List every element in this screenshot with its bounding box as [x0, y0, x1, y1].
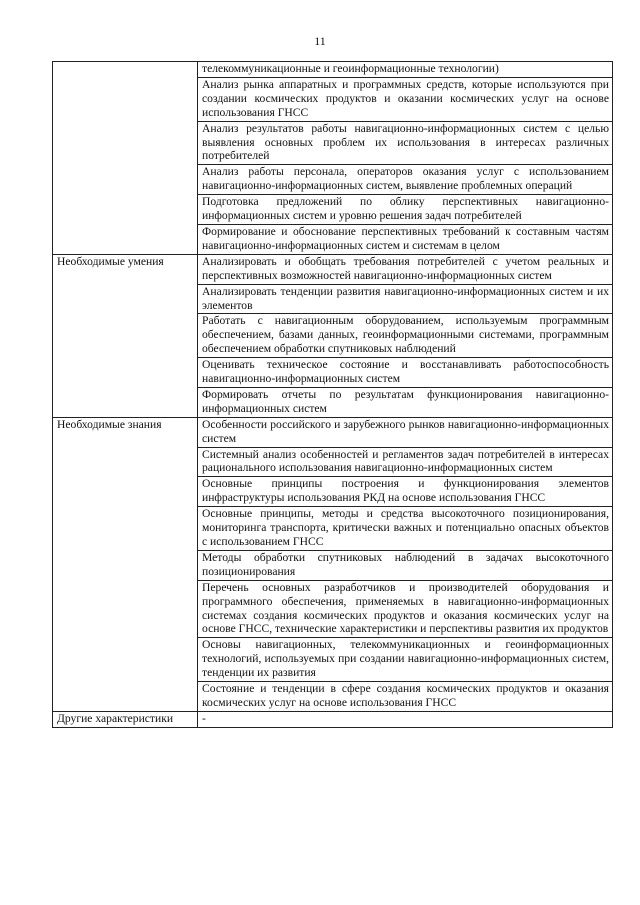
requirements-table-body: [53, 62, 613, 728]
page-number: 11: [314, 34, 326, 48]
section-item: Формировать отчеты по результатам функционирования навигационно-информационных систем: [198, 387, 613, 417]
section-item: Перечень основных разработчиков и производителей оборудования и программного обеспечения, применяемых в навигационно-информационных системах создания космических продуктов и оказания космических услуг на основе ГНСС, технические характеристики и перспективы развития их продуктов: [198, 580, 613, 638]
section-item: Особенности российского и зарубежного рынков навигационно-информационных систем: [198, 417, 613, 447]
section-label: Необходимые умения: [53, 254, 198, 417]
table-row: [53, 711, 613, 727]
section-item: Состояние и тенденции в сфере создания космических продуктов и оказания космических услуг на основе использования ГНСС: [198, 682, 613, 712]
section-item: Основные принципы, методы и средства высокоточного позиционирования, мониторинга транспорта, критически важных и потенциально опасных объектов с использованием ГНСС: [198, 507, 613, 551]
table-row: [53, 417, 613, 447]
requirements-table: [52, 61, 613, 728]
section-item: Анализировать тенденции развития навигационно-информационных систем и их элементов: [198, 284, 613, 314]
section-item: Работать с навигационным оборудованием, используемым программным обеспечением, базами данных, геоинформационными системами, программным обеспечением обработки спутниковых наблюдений: [198, 314, 613, 358]
section-item: Методы обработки спутниковых наблюдений в задачах высокоточного позиционирования: [198, 550, 613, 580]
section-item: Системный анализ особенностей и регламентов задач потребителей в интересах рационального использования навигационно-информационных систем: [198, 447, 613, 477]
section-item: Основы навигационных, телекоммуникационных и геоинформационных технологий, используемых при создании навигационно-информационных систем, тенденции их развития: [198, 638, 613, 682]
section-item: Анализ рынка аппаратных и программных средств, которые используются при создании космических продуктов и оказании космических услуг на основе использования ГНСС: [198, 77, 613, 121]
table-row: [53, 254, 613, 284]
section-item: телекоммуникационные и геоинформационные технологии): [198, 62, 613, 78]
section-label: Необходимые знания: [53, 417, 198, 711]
section-label: [53, 62, 198, 255]
section-item: Оценивать техническое состояние и восстанавливать работоспособность навигационно-информационных систем: [198, 358, 613, 388]
section-item: Подготовка предложений по облику перспективных навигационно-информационных систем и уровню решения задач потребителей: [198, 195, 613, 225]
section-label: Другие характеристики: [53, 711, 198, 727]
section-item: Анализировать и обобщать требования потребителей с учетом реальных и перспективных возможностей навигационно-информационных систем: [198, 254, 613, 284]
section-item: Формирование и обоснование перспективных требований к составным частям навигационно-информационных систем и системам в целом: [198, 224, 613, 254]
section-item: Анализ работы персонала, операторов оказания услуг с использованием навигационно-информационных систем, выявление проблемных операций: [198, 165, 613, 195]
section-item: Основные принципы построения и функционирования элементов инфраструктуры использования РКД на основе использования ГНСС: [198, 477, 613, 507]
table-row: [53, 62, 613, 78]
section-item: Анализ результатов работы навигационно-информационных систем с целью выявления основных проблем их использования в интересах различных потребителей: [198, 121, 613, 165]
section-item: -: [198, 711, 613, 727]
